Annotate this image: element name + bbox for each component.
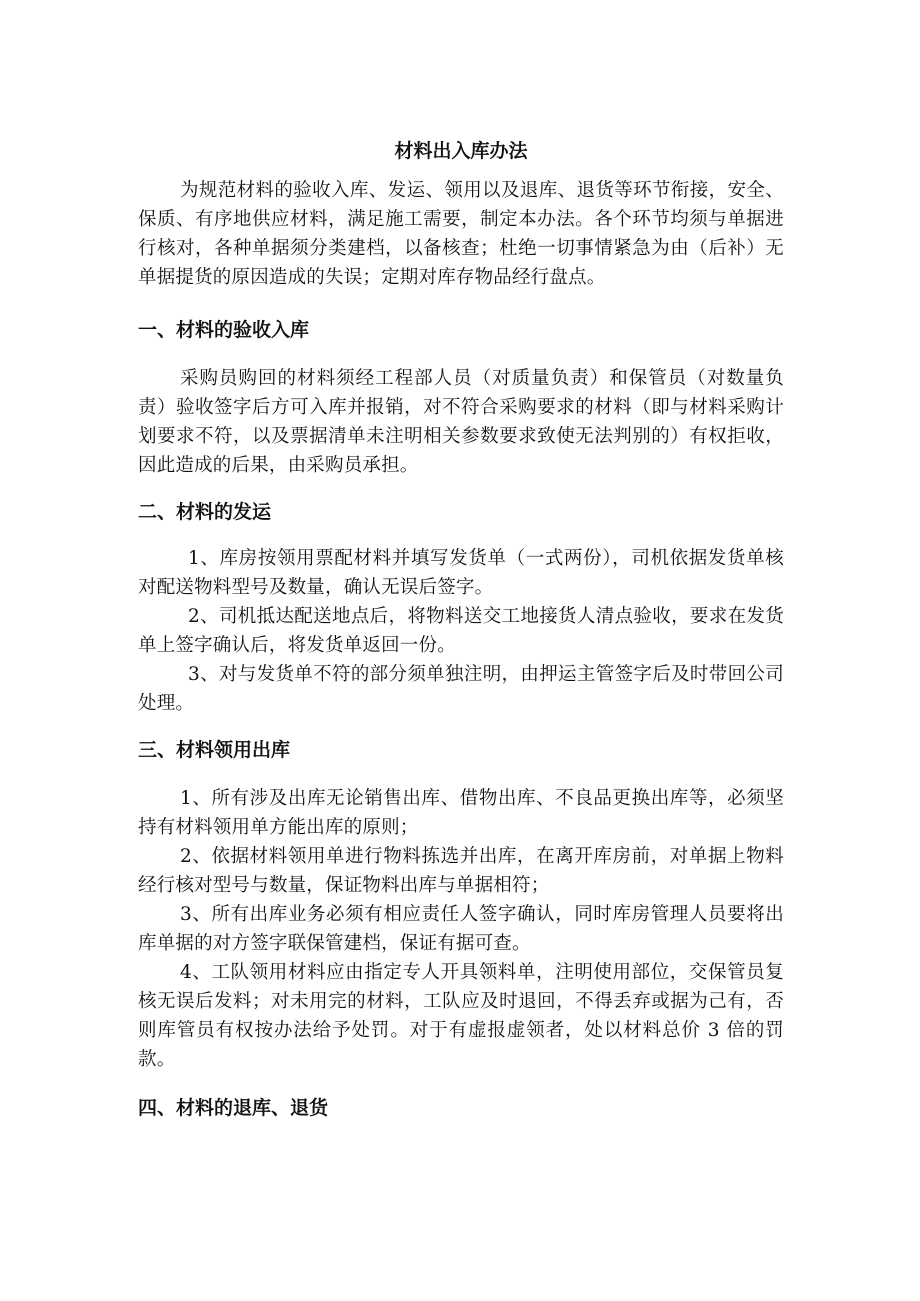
document-body bbox=[138, 138, 784, 1122]
section-heading-1: 一、材料的验收入库 bbox=[138, 319, 310, 341]
section-heading-3: 三、材料领用出库 bbox=[138, 739, 291, 761]
section-3-item-3: 3、所有出库业务必须有相应责任人签字确认，同时库房管理人员要将出库单据的对方签字联保管建档，保证有据可查。 bbox=[138, 904, 784, 954]
section-1-paragraph-1: 采购员购回的材料须经工程部人员（对质量负责）和保管员（对数量负责）验收签字后方可入库并报销，对不符合采购要求的材料（即与材料采购计划要求不符，以及票据清单未注明相关参数要求致使无法判别的）有权拒收，因此造成的后果，由采购员承担。 bbox=[138, 368, 784, 476]
section-3-item-1: 1、所有涉及出库无论销售出库、借物出库、不良品更换出库等，必须坚持有材料领用单方能出库的原则； bbox=[138, 788, 784, 838]
document-title: 材料出入库办法 bbox=[394, 140, 528, 162]
section-heading-2: 二、材料的发运 bbox=[138, 501, 272, 523]
section-2-item-2: 2、司机抵达配送地点后，将物料送交工地接货人清点验收，要求在发货单上签字确认后，将发货单返回一份。 bbox=[138, 606, 784, 656]
section-3-item-4: 4、工队领用材料应由指定专人开具领料单，注明使用部位，交保管员复核无误后发料；对未用完的材料，工队应及时退回，不得丢弃或据为己有，否则库管员有权按办法给予处罚。对于有虚报虚领者，处以材料总价 3 倍的罚款。 bbox=[138, 962, 784, 1070]
section-2-item-3: 3、对与发货单不符的部分须单独注明，由押运主管签字后及时带回公司处理。 bbox=[138, 664, 784, 714]
section-heading-4: 四、材料的退库、退货 bbox=[138, 1097, 329, 1119]
intro-paragraph: 为规范材料的验收入库、发运、领用以及退库、退货等环节衔接，安全、保质、有序地供应材料，满足施工需要，制定本办法。各个环节均须与单据进行核对，各种单据须分类建档，以备核查；杜绝一切事情紧急为由（后补）无单据提货的原因造成的失误；定期对库存物品经行盘点。 bbox=[138, 180, 784, 288]
section-3-item-2: 2、依据材料领用单进行物料拣选并出库，在离开库房前，对单据上物料经行核对型号与数量，保证物料出库与单据相符； bbox=[138, 846, 784, 896]
section-2-item-1: 1、库房按领用票配材料并填写发货单（一式两份），司机依据发货单核对配送物料型号及数量，确认无误后签字。 bbox=[138, 548, 784, 598]
